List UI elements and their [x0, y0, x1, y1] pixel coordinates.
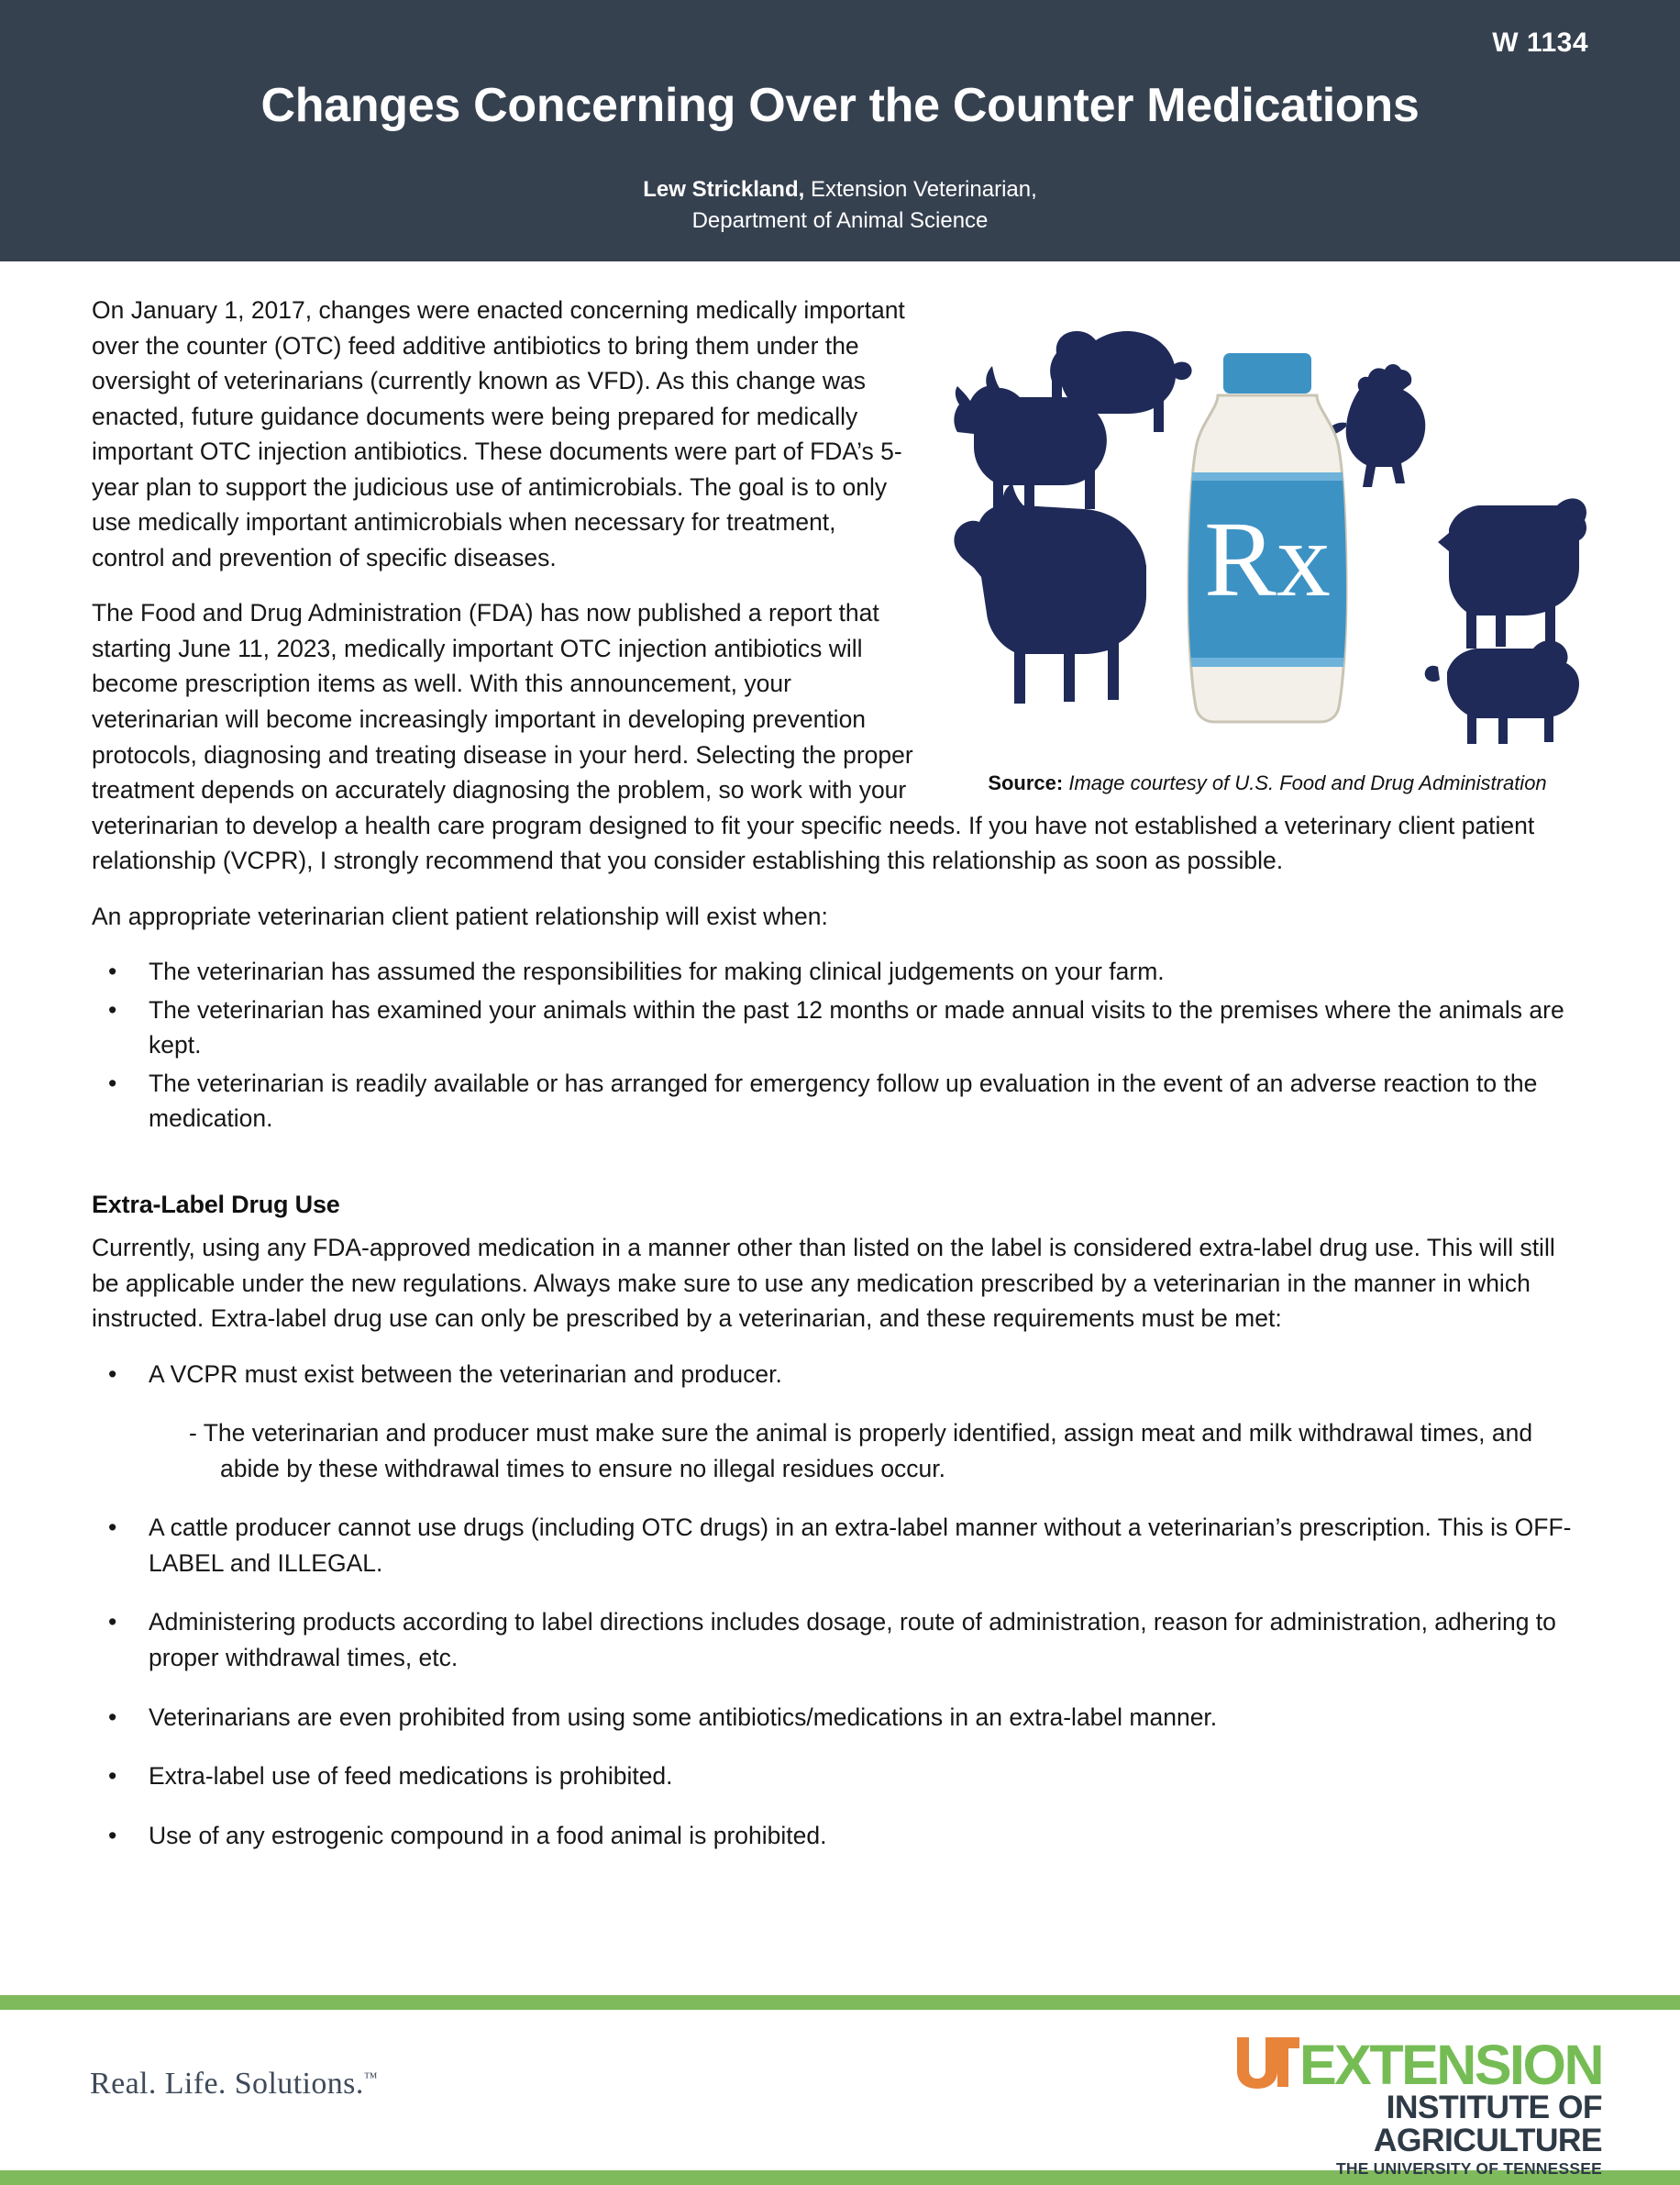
list-item-text: Use of any estrogenic compound in a food animal is prohibited.: [149, 1821, 827, 1849]
bullet-glyph-icon: •: [108, 1514, 117, 1542]
list-item-text: The veterinarian is readily available or has arranged for emergency follow up evaluation in the event of an adverse reaction to the medication.: [149, 1069, 1538, 1133]
bullet-glyph-icon: •: [108, 1762, 117, 1791]
logo-primary-row: [1217, 2033, 1602, 2096]
tagline-text: Real. Life. Solutions.: [90, 2067, 364, 2101]
intro-section: [92, 293, 1588, 899]
section-spacer: [92, 1139, 1588, 1191]
logo-university-line: THE UNIVERSITY OF TENNESSEE: [1336, 2159, 1602, 2179]
trademark-icon: ™: [363, 2070, 378, 2086]
list-item-text: Extra-label use of feed medications is prohibited.: [149, 1762, 673, 1791]
pig-silhouette: [1425, 640, 1579, 744]
list-item: [92, 1818, 1588, 1854]
list-item: [92, 1357, 1588, 1392]
list-item: [92, 954, 1588, 990]
author-department: Department of Animal Science: [691, 208, 989, 234]
tagline: [90, 2067, 378, 2102]
author-role: Extension Veterinarian,: [804, 177, 1037, 202]
figure-rx-animals: [946, 293, 1588, 795]
page-footer: [0, 1995, 1680, 2185]
bullet-glyph-icon: •: [108, 1703, 117, 1731]
figure-caption: [946, 771, 1588, 795]
extra-label-bullet-list-rest: [92, 1510, 1588, 1853]
rx-bottle: [1188, 353, 1346, 722]
page-header: [0, 0, 1680, 261]
paragraph-intro-1: On January 1, 2017, changes were enacted concerning medically important over the counter (OTC) feed additive antibiotics to bring them under the oversight of veterinarians (currently known as VFD). As this change was enacted, future guidance documents were being prepared for medically important OTC injection antibiotics. These documents were part of FDA’s 5-year plan to support the judicious use of antimicrobials. The goal is to only use medically important antimicrobials when necessary for treatment, control and prevention of specific diseases.: [92, 296, 905, 571]
caption-text: Image courtesy of U.S. Food and Drug Administration: [1063, 771, 1547, 794]
list-item: [92, 1604, 1588, 1675]
bullet-glyph-icon: •: [108, 1821, 117, 1849]
rx-label: Rx: [1204, 499, 1331, 619]
list-item-text: A VCPR must exist between the veterinarian and producer.: [149, 1359, 782, 1388]
logo-extension-word: EXTENSION: [1299, 2033, 1602, 2096]
paragraph-vcpr-lead: An appropriate veterinarian client patient relationship will exist when:: [92, 902, 828, 930]
bullet-glyph-icon: •: [108, 995, 117, 1024]
list-item-text: The veterinarian has assumed the responsibilities for making clinical judgements on your farm.: [149, 958, 1165, 986]
extra-label-bullet-list: [92, 1357, 1588, 1392]
list-item: [92, 1066, 1588, 1137]
publication-code: W 1134: [1492, 28, 1588, 58]
ut-monogram-icon: [1235, 2035, 1299, 2089]
paragraph-extra-label: Currently, using any FDA-approved medication in a manner other than listed on the label is considered extra-label drug use. This will still be applicable under the new regulations. Always make sure to use any medication prescribed by a veterinarian in the manner in which instructed. Extra-label drug use can only be prescribed by a veterinarian, and these requirements must be met:: [92, 1234, 1555, 1333]
bullet-glyph-icon: •: [108, 1359, 117, 1388]
cow-silhouette: [1438, 498, 1586, 649]
list-item-text: A cattle producer cannot use drugs (including OTC drugs) in an extra-label manner without a veterinarian’s prescription. This is OFF-LABEL and ILLEGAL.: [149, 1514, 1572, 1577]
document-body: [0, 261, 1680, 1853]
section-heading-extra-label: Extra-Label Drug Use: [92, 1191, 340, 1219]
author-name: Lew Strickland,: [643, 177, 805, 202]
bullet-glyph-icon: •: [108, 1608, 117, 1636]
footer-content: [0, 2010, 1680, 2179]
horse-silhouette: [954, 483, 1146, 704]
rx-bottle-animals-illustration: [946, 293, 1588, 751]
vcpr-bullet-list: [92, 954, 1588, 1137]
byline: [0, 174, 1680, 237]
illustration: [946, 293, 1588, 751]
list-item-text: Veterinarians are even prohibited from using some antibiotics/medications in an extra-label manner.: [149, 1703, 1218, 1731]
list-item: [92, 993, 1588, 1063]
footer-top-rule: [0, 1995, 1680, 2010]
page-title: Changes Concerning Over the Counter Medications: [260, 79, 1420, 132]
list-item: [92, 1758, 1588, 1794]
list-item: [92, 1700, 1588, 1736]
list-item: [92, 1510, 1588, 1581]
caption-label: Source:: [988, 771, 1064, 794]
bullet-glyph-icon: •: [108, 958, 117, 986]
sub-list-item: - The veterinarian and producer must make sure the animal is properly identified, assign meat and milk withdrawal times, and abide by these withdrawal times to ensure no illegal residues occur.: [189, 1419, 1533, 1482]
ut-extension-logo: [1217, 2035, 1602, 2179]
paragraph-intro-2: The Food and Drug Administration (FDA) has now published a report that starting June 11, 2023, medically important OTC injection antibiotics will become prescription items as well. With this announcement, your veterinarian will become increasingly important in developing prevention protocols, diagnosing and treating disease in your herd. Selecting the proper treatment depends on accurately diagnosing the problem, so work with your veterinarian to develop a health care program designed to fit your specific needs. If you have not established a veterinary client patient relationship (VCPR), I strongly recommend that you consider establishing this relationship as soon as possible.: [92, 599, 1535, 875]
list-item-text: Administering products according to label directions includes dosage, route of administration, reason for administration, adhering to proper withdrawal times, etc.: [149, 1608, 1556, 1671]
logo-institute-line: INSTITUTE OF AGRICULTURE: [1373, 2089, 1602, 2159]
bullet-glyph-icon: •: [108, 1069, 117, 1097]
list-item-text: The veterinarian has examined your animals within the past 12 months or made annual visits to the premises where the animals are kept.: [149, 995, 1564, 1059]
